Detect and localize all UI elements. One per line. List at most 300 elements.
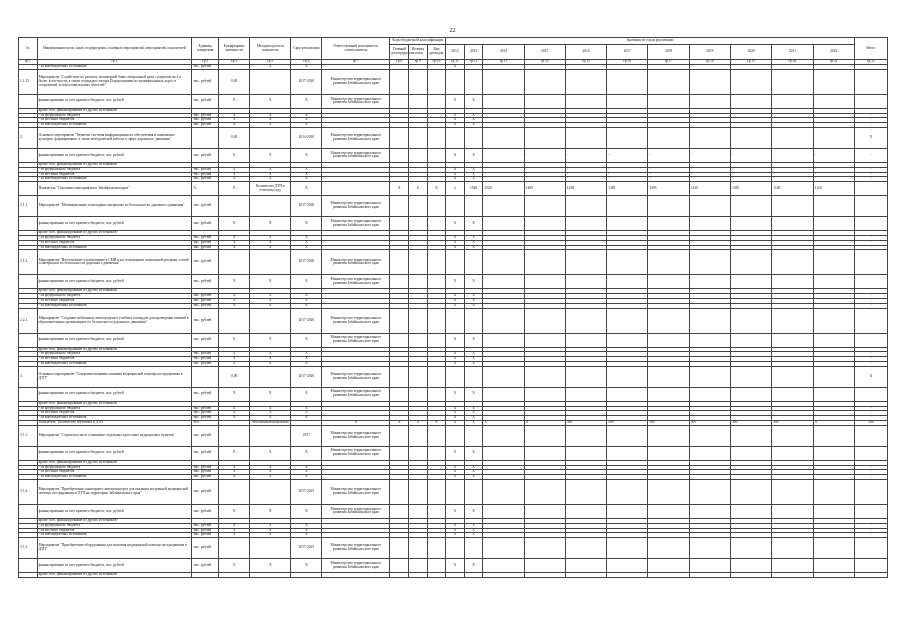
column-number-cell: гр.9 — [409, 60, 428, 65]
row-value-year: 300 — [648, 420, 689, 425]
row-term: X — [291, 177, 322, 182]
row-value-year — [524, 308, 565, 333]
row-value-year — [648, 127, 689, 148]
row-unit: тыс. рублей — [192, 275, 219, 289]
row-total — [854, 275, 887, 289]
row-value-year — [648, 479, 689, 504]
row-code — [390, 275, 409, 289]
row-total — [854, 573, 887, 578]
row-number — [19, 182, 38, 196]
row-value-year — [813, 538, 854, 559]
row-coefficient — [219, 573, 250, 578]
row-total: - — [854, 470, 887, 475]
row-term: 2017-2020 — [291, 69, 322, 94]
row-method — [250, 250, 291, 275]
row-value-year — [772, 504, 813, 518]
row-name: - из местных бюджетов — [37, 357, 192, 362]
header-code-cs: Целевая статья — [409, 45, 428, 60]
row-value-2012: X — [446, 172, 465, 177]
row-value-year — [731, 366, 772, 387]
table-row — [19, 69, 888, 94]
row-value-year — [813, 217, 854, 231]
row-term: 2017-2019 — [291, 479, 322, 504]
row-method — [250, 425, 291, 446]
row-unit: тыс. рублей — [192, 308, 219, 333]
row-term: X — [291, 148, 322, 162]
row-total — [854, 425, 887, 446]
row-unit — [192, 127, 219, 148]
row-value-year — [648, 573, 689, 578]
row-value-year — [772, 275, 813, 289]
row-code — [390, 479, 409, 504]
row-unit: тыс. рублей — [192, 357, 219, 362]
row-term: X — [291, 446, 322, 460]
row-name: - из внебюджетных источников — [37, 416, 192, 421]
header-year: 2017 — [607, 45, 648, 60]
row-value-2013: X — [464, 275, 483, 289]
column-number-cell: гр.22 — [854, 60, 887, 65]
row-value-2012: X — [446, 235, 465, 240]
row-value-2012: x — [446, 182, 465, 196]
row-term: X — [291, 333, 322, 347]
row-value-year — [813, 308, 854, 333]
row-term: X — [291, 411, 322, 416]
row-responsible: Министерство территориального развития Забайкальского края — [322, 196, 390, 217]
header-total: Итого — [854, 38, 887, 60]
row-value-year: - — [524, 172, 565, 177]
row-value-year — [813, 366, 854, 387]
row-name: - из федерального бюджета — [37, 113, 192, 118]
row-total: - — [854, 113, 887, 118]
row-responsible: Министерство территориального развития Забайкальского края — [322, 127, 390, 148]
row-term: X — [291, 528, 322, 533]
row-code: X — [427, 182, 446, 196]
row-name: кроме того, финансирование из других источников: — [37, 518, 192, 523]
row-value-year: 1489 — [524, 182, 565, 196]
row-value-year: - — [483, 177, 524, 182]
row-value-2013: X — [464, 303, 483, 308]
row-method: X — [250, 245, 291, 250]
header-unit: Единица измерения — [192, 38, 219, 60]
row-value-year — [772, 366, 813, 387]
table-row — [19, 275, 888, 289]
row-coefficient: X — [219, 411, 250, 416]
row-value-year — [565, 366, 606, 387]
row-value-year — [731, 217, 772, 231]
row-value-year — [689, 250, 730, 275]
row-number: 3.1.3. — [19, 538, 38, 559]
row-name: - из внебюджетных источников — [37, 303, 192, 308]
table-row — [19, 538, 888, 559]
row-value-year — [607, 250, 648, 275]
row-value-year — [731, 275, 772, 289]
row-value-year: 1395 — [648, 182, 689, 196]
row-number — [19, 387, 38, 401]
row-value-2013 — [464, 69, 483, 94]
row-name: - из федерального бюджета — [37, 406, 192, 411]
table-row — [19, 573, 888, 578]
row-value-year: - — [483, 172, 524, 177]
row-value-2012: X — [446, 559, 465, 573]
column-number-cell: гр.18 — [689, 60, 730, 65]
row-value-2013: X — [464, 177, 483, 182]
row-code — [427, 479, 446, 504]
row-value-year: - — [648, 167, 689, 172]
row-value-year — [689, 217, 730, 231]
row-unit: тыс. рублей — [192, 475, 219, 480]
header-resp: Ответственный исполнитель, соисполнитель — [322, 38, 390, 60]
row-value-year — [483, 333, 524, 347]
row-code — [409, 333, 428, 347]
row-value-year — [648, 446, 689, 460]
row-number: 2.1.1. — [19, 196, 38, 217]
row-value-year: - — [689, 148, 730, 162]
row-value-year — [483, 275, 524, 289]
row-value-2013: X — [464, 240, 483, 245]
row-value-2013: X — [464, 148, 483, 162]
program-table — [18, 37, 888, 578]
header-year: 2014 — [483, 45, 524, 60]
row-value-year — [607, 446, 648, 460]
row-value-year — [524, 69, 565, 94]
row-total: - — [854, 528, 887, 533]
row-method: X — [250, 523, 291, 528]
row-unit: тыс. рублей — [192, 69, 219, 94]
row-value-2012: X — [446, 333, 465, 347]
column-number-cell: гр.15 — [565, 60, 606, 65]
row-number — [19, 504, 38, 518]
row-value-year — [813, 250, 854, 275]
row-name: Мероприятие "Мотивационные и наглядные материалы по безопасности дорожного движения" — [37, 196, 192, 217]
row-coefficient: X — [219, 275, 250, 289]
row-method: Количество ДТП в отчетном году — [250, 182, 291, 196]
row-term: X — [291, 533, 322, 538]
table-row — [19, 182, 888, 196]
row-name: - из местных бюджетов — [37, 470, 192, 475]
row-method: X — [250, 217, 291, 231]
row-code: X — [409, 182, 428, 196]
row-value-2012 — [446, 425, 465, 446]
row-term: X — [291, 406, 322, 411]
row-unit: тыс. рублей — [192, 523, 219, 528]
row-value-year: - — [648, 148, 689, 162]
row-number — [19, 275, 38, 289]
row-value-year — [813, 275, 854, 289]
row-value-2012 — [446, 538, 465, 559]
row-code: X — [390, 182, 409, 196]
row-coefficient: X — [219, 167, 250, 172]
row-value-year — [565, 217, 606, 231]
row-name: Мероприятие "Создание мобильных автогородков и учебных площадок для проведения занятий в образовательных организациях по безопасности дорожного движения" — [37, 308, 192, 333]
row-value-year — [731, 69, 772, 94]
row-code — [390, 308, 409, 333]
row-value-year — [565, 275, 606, 289]
row-method: Абсолютный показатель — [251, 419, 289, 424]
row-number: 3.1.2. — [19, 479, 38, 504]
row-code — [409, 250, 428, 275]
row-code — [427, 333, 446, 347]
row-code — [390, 504, 409, 518]
row-value-year: - — [648, 172, 689, 177]
row-total: - — [854, 177, 887, 182]
row-unit: тыс. рублей — [192, 113, 219, 118]
row-total — [854, 446, 887, 460]
row-value-2013: X — [464, 172, 483, 177]
row-method: X — [250, 65, 291, 70]
row-number — [19, 333, 38, 347]
row-value-year — [772, 425, 813, 446]
row-value-year: 1385 — [731, 182, 772, 196]
row-term: X — [291, 465, 322, 470]
row-value-year — [731, 573, 772, 578]
row-term: X — [291, 118, 322, 123]
row-name: финансирование за счет краевого бюджета, тыс. рублей — [37, 333, 192, 347]
row-coefficient: X — [219, 357, 250, 362]
row-total: - — [854, 533, 887, 538]
row-value-year — [813, 94, 854, 108]
row-code — [427, 69, 446, 94]
row-value-year: 300 — [565, 420, 606, 425]
row-value-2012: X — [446, 245, 465, 250]
row-term — [291, 573, 322, 578]
row-name: - из федерального бюджета — [37, 235, 192, 240]
row-total: - — [854, 167, 887, 172]
row-total: - — [854, 303, 887, 308]
row-value-year — [772, 538, 813, 559]
row-name: Мероприятие "Строительство и оснащение отдельных трассовых медицинских пунктов" — [37, 425, 192, 446]
row-value-year — [772, 308, 813, 333]
row-value-year: 1430 — [565, 182, 606, 196]
row-value-year — [648, 217, 689, 231]
row-total: - — [854, 245, 887, 250]
row-value-year — [772, 127, 813, 148]
row-method: X — [250, 235, 291, 240]
row-method: X — [250, 559, 291, 573]
row-method — [250, 69, 291, 94]
row-value-year — [607, 387, 648, 401]
row-value-2013 — [464, 308, 483, 333]
row-value-2012: X — [446, 167, 465, 172]
row-value-year — [524, 366, 565, 387]
row-coefficient: X — [219, 559, 250, 573]
row-value-year — [524, 196, 565, 217]
row-value-year: - — [813, 172, 854, 177]
row-method: X — [250, 172, 291, 177]
column-number-cell: гр.20 — [772, 60, 813, 65]
row-code — [409, 366, 428, 387]
row-method: X — [250, 416, 291, 421]
row-name: - из внебюджетных источников — [37, 123, 192, 128]
row-value-2013: X — [464, 294, 483, 299]
row-coefficient: X — [219, 177, 250, 182]
row-total: - — [854, 357, 887, 362]
row-total — [854, 504, 887, 518]
row-value-year — [524, 573, 565, 578]
row-value-year — [772, 559, 813, 573]
row-value-year: - — [772, 177, 813, 182]
row-value-year — [689, 559, 730, 573]
row-coefficient: X — [219, 245, 250, 250]
row-code — [390, 573, 409, 578]
row-name: Показатель "Основные мероприятия в Забайкальском крае" — [37, 182, 192, 196]
row-term: X — [291, 275, 322, 289]
row-value-year — [483, 387, 524, 401]
column-number-cell: гр.17 — [648, 60, 689, 65]
row-name: - из федерального бюджета — [37, 294, 192, 299]
row-code — [390, 94, 409, 108]
row-responsible: Министерство территориального развития Забайкальского края — [322, 387, 390, 401]
row-code — [390, 538, 409, 559]
row-value-year: - — [731, 177, 772, 182]
table-row — [19, 127, 888, 148]
table-row — [19, 425, 888, 446]
row-value-2013: X — [464, 523, 483, 528]
row-unit: тыс. рублей — [192, 470, 219, 475]
row-total: 300 — [854, 420, 887, 425]
row-value-2012: X — [446, 65, 465, 70]
row-method — [250, 573, 291, 578]
row-value-year — [731, 479, 772, 504]
row-value-year: - — [565, 172, 606, 177]
row-value-year — [731, 308, 772, 333]
row-code — [409, 446, 428, 460]
row-unit: тыс. рублей — [192, 406, 219, 411]
table-row — [19, 387, 888, 401]
row-responsible: Министерство территориального развития Забайкальского края — [322, 250, 390, 275]
row-responsible: Министерство территориального развития Забайкальского края — [322, 333, 390, 347]
row-unit: тыс. рублей — [192, 148, 219, 162]
row-unit: тыс. рублей — [192, 240, 219, 245]
header-year: 2022 — [813, 45, 854, 60]
row-code — [390, 148, 409, 162]
row-value-2013: X — [464, 217, 483, 231]
row-number: 2.2.1. — [19, 308, 38, 333]
row-coefficient: X — [219, 235, 250, 240]
row-value-year: - — [772, 148, 813, 162]
row-code — [390, 196, 409, 217]
row-name: кроме того, финансирование из других источников: — [37, 401, 192, 406]
row-value-2012: X — [446, 406, 465, 411]
row-code — [409, 94, 428, 108]
row-value-year — [565, 387, 606, 401]
row-method — [250, 196, 291, 217]
row-value-year — [607, 217, 648, 231]
row-value-year — [607, 504, 648, 518]
row-total: - — [854, 416, 887, 421]
header-year: 2016 — [565, 45, 606, 60]
row-value-year — [648, 250, 689, 275]
row-value-year — [524, 333, 565, 347]
row-value-year — [772, 333, 813, 347]
table-row — [19, 217, 888, 231]
row-value-2012: X — [446, 118, 465, 123]
row-code — [390, 127, 409, 148]
row-unit — [192, 366, 219, 387]
row-unit: тыс. рублей — [192, 504, 219, 518]
row-value-year — [607, 127, 648, 148]
row-total — [854, 559, 887, 573]
row-value-year: - — [483, 148, 524, 162]
row-code — [409, 127, 428, 148]
row-value-year — [607, 69, 648, 94]
row-value-year — [565, 559, 606, 573]
header-year: 2015 — [524, 45, 565, 60]
column-number-cell: гр.5 — [250, 60, 291, 65]
row-value-2013: X — [464, 94, 483, 108]
row-value-year — [483, 538, 524, 559]
row-name: - из местных бюджетов — [37, 298, 192, 303]
row-value-year — [607, 366, 648, 387]
row-unit: тыс. рублей — [192, 94, 219, 108]
row-value-year: - — [524, 177, 565, 182]
table-row — [19, 446, 888, 460]
row-responsible: Министерство территориального развития Забайкальского края — [322, 308, 390, 333]
row-value-year — [813, 425, 854, 446]
row-code — [409, 308, 428, 333]
row-responsible: Министерство территориального развития Забайкальского края — [322, 559, 390, 573]
row-value-2012 — [446, 308, 465, 333]
row-value-year — [772, 94, 813, 108]
row-value-2012 — [446, 196, 465, 217]
row-value-2013: X — [464, 559, 483, 573]
row-total — [854, 250, 887, 275]
table-row — [19, 196, 888, 217]
row-value-year: - — [607, 172, 648, 177]
row-method — [250, 479, 291, 504]
row-method — [250, 308, 291, 333]
row-unit: % — [192, 182, 219, 196]
row-total — [854, 538, 887, 559]
row-value-year — [772, 69, 813, 94]
row-name: кроме того, финансирование из других источников: — [37, 231, 192, 236]
row-total: - — [854, 523, 887, 528]
row-code: X — [427, 420, 446, 425]
row-responsible — [322, 182, 390, 196]
row-term: X — [291, 217, 322, 231]
row-total: - — [854, 294, 887, 299]
row-method: X — [250, 294, 291, 299]
row-responsible: Министерство территориального развития Забайкальского края — [322, 425, 390, 446]
row-value-2013 — [464, 366, 483, 387]
row-code — [409, 196, 428, 217]
row-responsible: Министерство территориального развития Забайкальского края — [322, 275, 390, 289]
row-value-year — [483, 308, 524, 333]
header-values-group: Значения по годам реализации — [446, 38, 855, 45]
header-term: Срок реализации — [291, 38, 322, 60]
row-value-year — [648, 333, 689, 347]
row-total — [854, 479, 887, 504]
row-value-2013: X — [464, 123, 483, 128]
header-code-vr: Вид расходов — [427, 45, 446, 60]
row-coefficient — [219, 479, 250, 504]
row-value-year: - — [813, 148, 854, 162]
row-value-year: - — [565, 167, 606, 172]
row-value-year — [483, 479, 524, 504]
row-unit: тыс. рублей — [192, 352, 219, 357]
row-value-year: 1120 — [813, 182, 854, 196]
row-term: 2017 — [291, 425, 322, 446]
row-coefficient: X — [219, 504, 250, 518]
row-value-year: - — [607, 167, 648, 172]
row-total: - — [854, 298, 887, 303]
row-value-2012: X — [446, 352, 465, 357]
row-code — [390, 69, 409, 94]
row-value-2013: X — [464, 333, 483, 347]
row-value-2013: X — [464, 420, 483, 425]
row-method: X — [250, 303, 291, 308]
row-value-year — [607, 308, 648, 333]
row-code — [427, 446, 446, 460]
